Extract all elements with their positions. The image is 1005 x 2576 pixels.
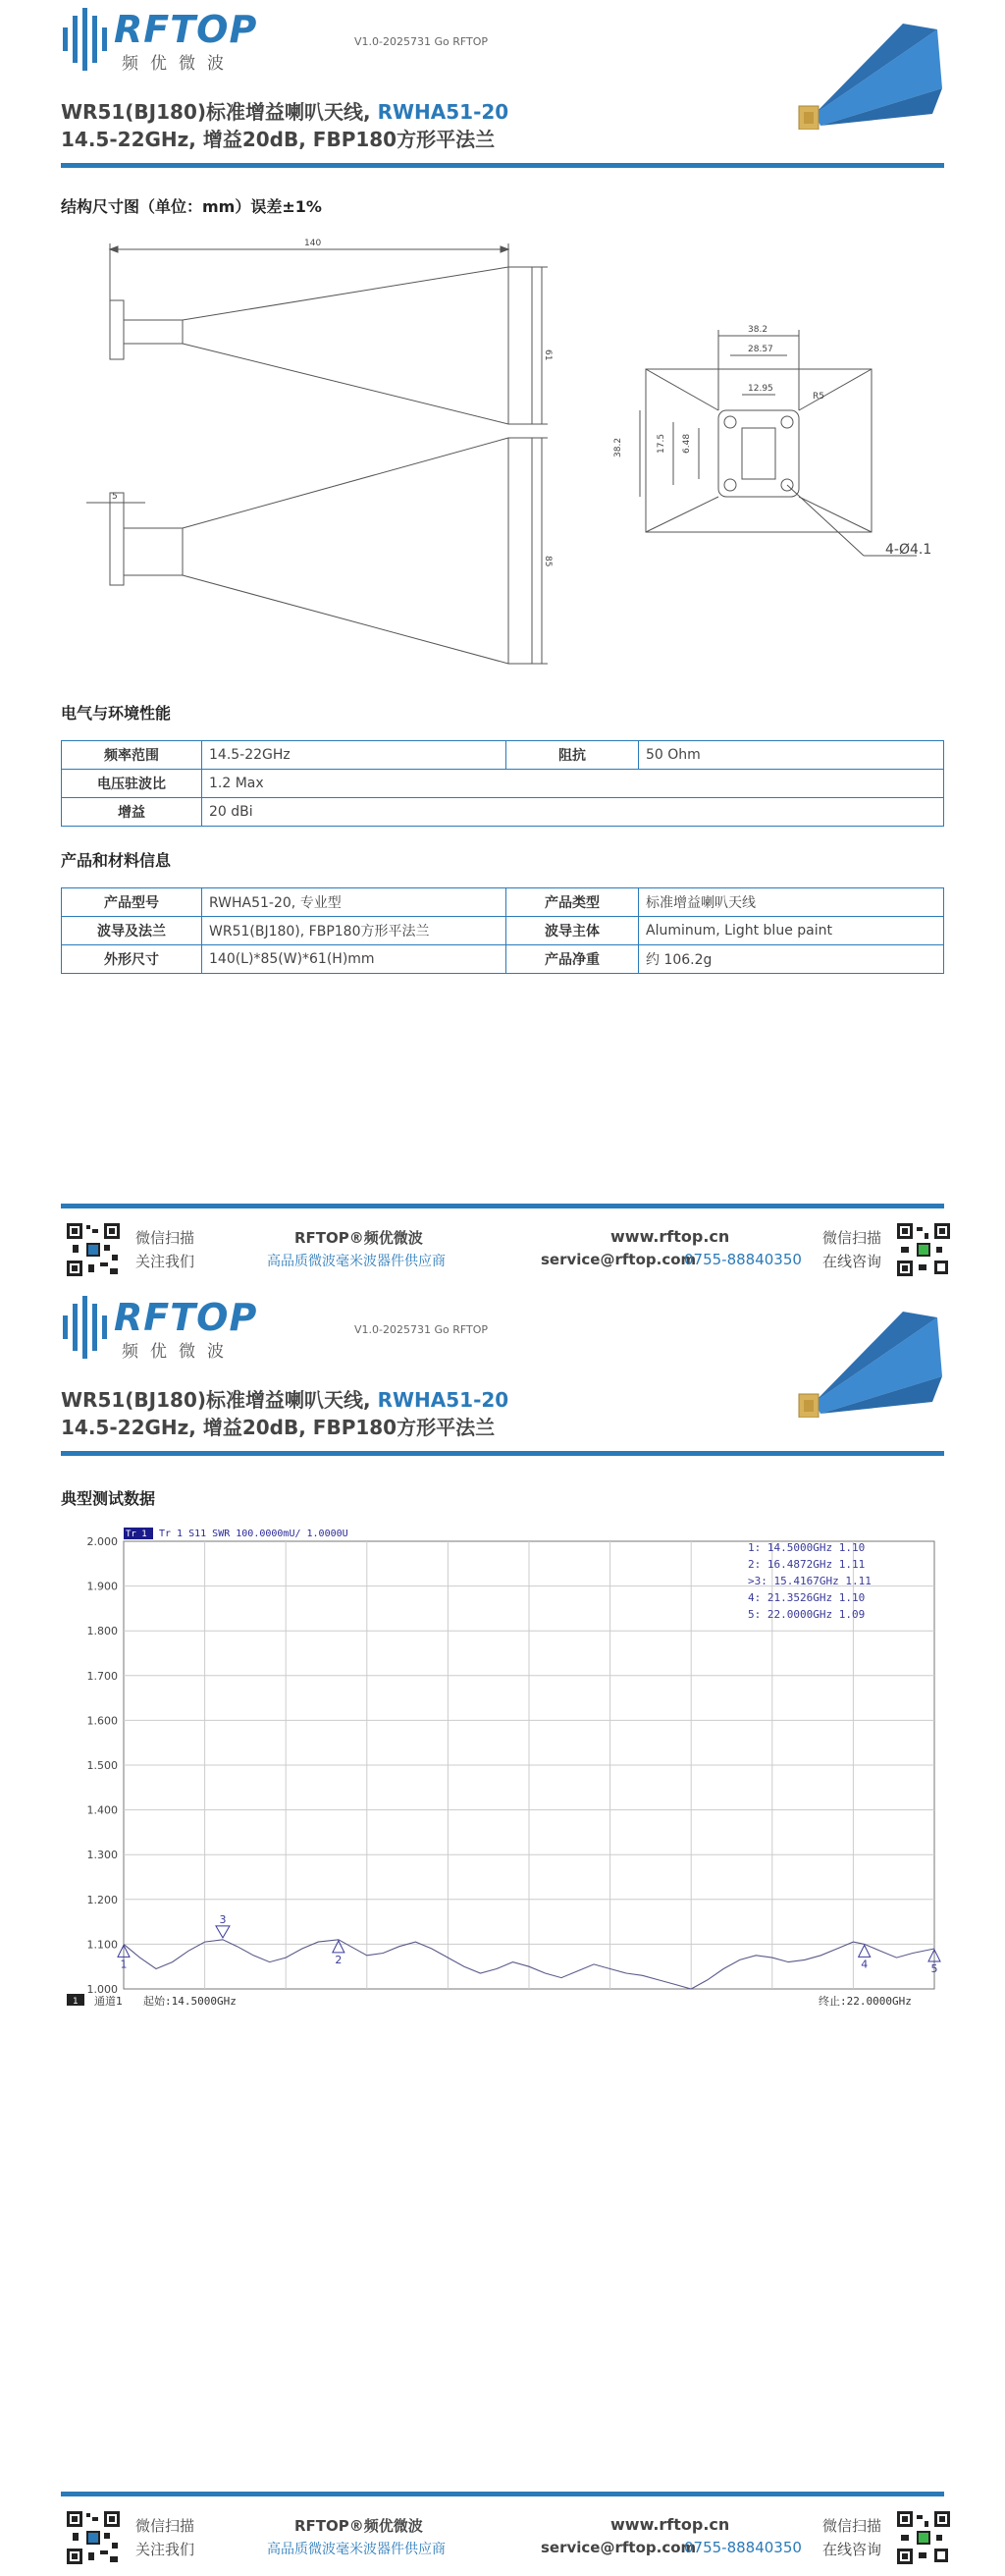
- marker-readout: 1: 14.5000GHz 1.10: [748, 1541, 866, 1554]
- brand-name: RFTOP: [114, 8, 258, 51]
- y-tick-label: 1.600: [86, 1714, 118, 1728]
- marker-readout: 4: 21.3526GHz 1.10: [748, 1591, 866, 1604]
- marker-3-label: 3: [219, 1912, 227, 1926]
- swr-chart: [61, 1522, 944, 2012]
- marker-readout: 5: 22.0000GHz 1.09: [748, 1608, 866, 1621]
- y-tick-label: 1.700: [86, 1669, 118, 1683]
- swr-chart-svg: [61, 1522, 944, 2012]
- table-cell-value: 20 dBi: [202, 798, 944, 827]
- table-cell-label: 波导及法兰: [62, 917, 202, 945]
- dim-bolt-spacing-v: 17.5: [657, 433, 666, 454]
- dim-height-top: 61: [543, 349, 553, 361]
- footer-online-consult: 在线咨询: [822, 1253, 882, 1270]
- product-title: WR51(BJ180)标准增益喇叭天线, RWHA51-20: [61, 1388, 509, 1412]
- product-table: [61, 887, 944, 974]
- y-tick-label: 1.400: [86, 1803, 118, 1817]
- y-tick-label: 1.300: [86, 1849, 118, 1862]
- footer-wechat-scan-2: 微信扫描: [822, 1229, 882, 1247]
- product-subtitle: 14.5-22GHz, 增益20dB, FBP180方形平法兰: [61, 128, 496, 151]
- footer-wechat-scan: 微信扫描: [135, 2517, 195, 2535]
- table-row: [62, 945, 944, 974]
- electrical-table: [61, 740, 944, 827]
- table-cell-value: 50 Ohm: [639, 741, 944, 770]
- qr-code-icon: [895, 2509, 952, 2566]
- version-label: V1.0-2025731 Go RFTOP: [354, 35, 489, 48]
- dim-waveguide-w: 12.95: [748, 384, 773, 394]
- dim-flange-w: 38.2: [748, 325, 768, 335]
- dim-holes: 4-Ø4.1: [885, 542, 932, 558]
- dim-bolt-spacing: 28.57: [748, 345, 773, 354]
- table-cell-label: 频率范围: [62, 741, 202, 770]
- y-tick-label: 1.200: [86, 1893, 118, 1906]
- footer-company: RFTOP®频优微波: [294, 1229, 423, 1247]
- footer-follow-us: 关注我们: [135, 1253, 195, 1270]
- table-cell-label: 产品型号: [62, 888, 202, 917]
- footer-email[interactable]: service@rftop.com: [541, 2539, 697, 2556]
- marker-5-label: 5: [930, 1961, 938, 1975]
- table-row: [62, 770, 944, 798]
- product-title: WR51(BJ180)标准增益喇叭天线, RWHA51-20: [61, 100, 509, 124]
- marker-readout: >3: 15.4167GHz 1.11: [748, 1575, 872, 1587]
- footer-wechat-scan-2: 微信扫描: [822, 2517, 882, 2535]
- table-cell-value: Aluminum, Light blue paint: [639, 917, 944, 945]
- marker-3-triangle: [216, 1926, 230, 1938]
- footer-email[interactable]: service@rftop.com: [541, 1251, 697, 1268]
- table-cell-label: 产品类型: [506, 888, 639, 917]
- footer-company: RFTOP®频优微波: [294, 2517, 423, 2535]
- footer-phone[interactable]: 0755-88840350: [684, 1251, 802, 1268]
- marker-4-label: 4: [861, 1958, 869, 1971]
- table-cell-value: RWHA51-20, 专业型: [202, 888, 506, 917]
- y-tick-label: 1.100: [86, 1938, 118, 1952]
- table-row: [62, 917, 944, 945]
- brand-name: RFTOP: [114, 1296, 258, 1339]
- dim-radius: R5: [813, 392, 824, 402]
- table-cell-label: 增益: [62, 798, 202, 827]
- test-section-title: 典型测试数据: [61, 1489, 156, 1508]
- page-2: [0, 1288, 1005, 2576]
- table-row: [62, 888, 944, 917]
- table-row: [62, 741, 944, 770]
- footer-slogan: 高品质微波毫米波器件供应商: [267, 2542, 446, 2557]
- marker-readout: 2: 16.4872GHz 1.11: [748, 1558, 866, 1571]
- footer-phone[interactable]: 0755-88840350: [684, 2539, 802, 2556]
- x-stop-label: 终止:22.0000GHz: [819, 1995, 912, 2008]
- qr-code-icon: [895, 1221, 952, 1278]
- brand-sub: 频优微波: [122, 54, 236, 74]
- footer-website[interactable]: www.rftop.cn: [610, 2515, 730, 2534]
- footer-wechat-scan: 微信扫描: [135, 1229, 195, 1247]
- version-label: V1.0-2025731 Go RFTOP: [354, 1323, 489, 1336]
- footer-website[interactable]: www.rftop.cn: [610, 1227, 730, 1246]
- y-tick-label: 1.900: [86, 1580, 118, 1593]
- table-cell-label: 阻抗: [506, 741, 639, 770]
- table-cell-label: 产品净重: [506, 945, 639, 974]
- electrical-section-title: 电气与环境性能: [61, 704, 172, 723]
- marker-2-label: 2: [335, 1953, 343, 1966]
- footer-divider: [61, 1204, 944, 1208]
- brand-sub: 频优微波: [122, 1342, 236, 1362]
- table-cell-value: WR51(BJ180), FBP180方形平法兰: [202, 917, 506, 945]
- y-tick-label: 1.800: [86, 1625, 118, 1638]
- product-subtitle: 14.5-22GHz, 增益20dB, FBP180方形平法兰: [61, 1416, 496, 1439]
- table-cell-label: 波导主体: [506, 917, 639, 945]
- channel-num: 1: [73, 1997, 79, 2007]
- table-cell-value: 140(L)*85(W)*61(H)mm: [202, 945, 506, 974]
- table-cell-label: 电压驻波比: [62, 770, 202, 798]
- y-tick-label: 1.500: [86, 1759, 118, 1772]
- trace-tag-text: Tr 1: [126, 1530, 147, 1539]
- logo-mark-icon: [61, 6, 120, 73]
- qr-code-icon: [65, 1221, 122, 1278]
- header-divider: [61, 163, 944, 168]
- table-row: [62, 798, 944, 827]
- dimension-drawing: [61, 232, 944, 683]
- footer-online-consult: 在线咨询: [822, 2541, 882, 2558]
- y-tick-label: 1.000: [86, 1983, 118, 1996]
- logo-mark-icon: [61, 1294, 120, 1361]
- dim-waveguide-h: 6.48: [682, 433, 692, 454]
- trace-label: Tr 1 S11 SWR 100.0000mU/ 1.0000U: [159, 1529, 348, 1539]
- table-cell-value: 1.2 Max: [202, 770, 944, 798]
- dim-flange: 5: [112, 492, 118, 502]
- table-cell-value: 标准增益喇叭天线: [639, 888, 944, 917]
- dim-flange-h: 38.2: [613, 437, 623, 457]
- dim-height-bottom: 85: [543, 556, 553, 567]
- dim-length: 140: [304, 239, 322, 248]
- marker-4-triangle: [859, 1945, 871, 1957]
- product-section-title: 产品和材料信息: [61, 851, 172, 870]
- marker-1-label: 1: [120, 1958, 128, 1971]
- drawing-section-title: 结构尺寸图（单位：mm）误差±1%: [61, 197, 322, 216]
- channel-label: 通道1: [94, 1995, 123, 2008]
- qr-code-icon: [65, 2509, 122, 2566]
- table-cell-value: 14.5-22GHz: [202, 741, 506, 770]
- horn-antenna-image: [795, 20, 942, 130]
- table-cell-value: 约 106.2g: [639, 945, 944, 974]
- horn-antenna-image: [795, 1308, 942, 1418]
- table-cell-label: 外形尺寸: [62, 945, 202, 974]
- x-start-label: 起始:14.5000GHz: [143, 1995, 237, 2008]
- y-tick-label: 2.000: [86, 1535, 118, 1548]
- footer-slogan: 高品质微波毫米波器件供应商: [267, 1254, 446, 1269]
- footer-follow-us: 关注我们: [135, 2541, 195, 2558]
- header-divider: [61, 1451, 944, 1456]
- footer-divider: [61, 2492, 944, 2496]
